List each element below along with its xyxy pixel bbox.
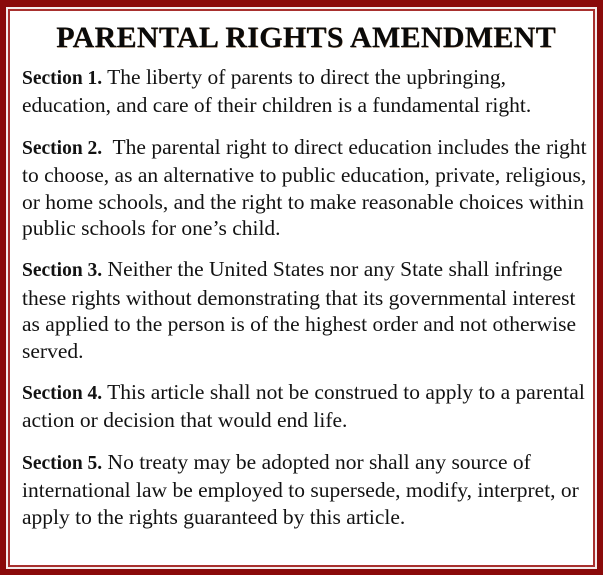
section-text: This article shall not be construed to apply to a parental action or decision that would end life. (22, 380, 591, 433)
section-text: Neither the United States nor any State shall infringe these rights without demonstrating that its governmental interest as applied to the person is of the highest order and not otherwise served. (22, 257, 582, 363)
section-label: Section 5. (22, 452, 103, 474)
section-label: Section 4. (22, 383, 103, 405)
section-5 (22, 449, 590, 530)
document-title: PARENTAL RIGHTS AMENDMENT (56, 21, 556, 54)
section-label: Section 1. (22, 68, 103, 89)
section-2 (22, 134, 590, 242)
section-text: No treaty may be adopted nor shall any source of international law be employed to supersede, modify, interpret, or apply to the rights guaranteed by this article. (22, 449, 585, 529)
section-3 (22, 256, 590, 364)
section-label: Section 3. (22, 260, 103, 282)
section-4 (22, 379, 590, 434)
amendment-document (22, 18, 590, 545)
section-text: The parental right to direct education includes the right to choose, as an alternative to public education, private, religious, or home schools, and the right to make reasonable choices within public schools for one’s child. (22, 134, 592, 241)
section-text: The liberty of parents to direct the upbringing, education, and care of their children is a fundamental right. (22, 65, 532, 118)
section-1 (22, 64, 590, 119)
section-label: Section 2. (22, 137, 103, 159)
